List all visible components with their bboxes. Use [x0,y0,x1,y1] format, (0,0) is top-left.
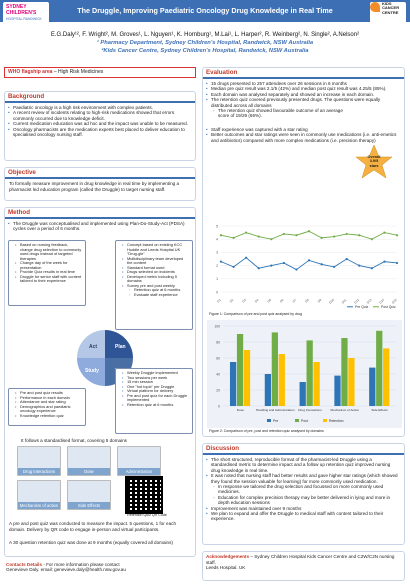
plan-box [115,240,193,330]
legend-label: Retention [329,419,344,423]
method-section [4,207,196,557]
authors: E.G.Daly¹², F. Wright², M. Groves¹, L. Nguyen¹, K. Hornburg¹, M.Lai¹, L. Harper², R. Weinberg², N. Single², A.Nelson² [50,32,360,38]
x-tick-label: Dose [236,408,245,412]
y-tick-label: 40 [216,372,220,377]
affiliation-2: ²Kids Cancer Centre, Sydney Children's Hospital, Randwick, NSW Australia [101,48,309,54]
series-line [221,231,397,239]
x-tick-label: D14 [378,297,386,305]
x-tick-label: D5 [266,297,272,304]
bar [341,338,347,406]
y-tick-label: 100 [214,324,220,329]
list-item: • Improvement was maintained over 9 months [206,506,398,511]
ack-line-2: Leeds Hospital. UK [206,565,246,570]
bar [369,368,375,406]
tile-label: Mechanism of action [19,503,59,508]
objective-heading: Objective [5,168,195,179]
discussion-list [203,455,398,484]
y-tick-label: 2 [216,263,218,268]
data-point [270,265,272,267]
bar [348,358,354,406]
kcc-line-3: CENTRE [382,9,399,15]
discussion-sub-list [203,484,398,506]
list-item: • Change day of the week for presentation [15,261,82,270]
acknowledgements-section [202,551,405,581]
bar [237,334,243,406]
list-item: • Pre and post quiz results [15,391,82,396]
y-tick-label: 4 [216,237,218,242]
bar [383,348,389,406]
list-item: • The retention quiz covered previously presented drugs. The questions were equally distributed across all domains [206,97,398,108]
logo-line-3: HOSPITAL RANDWICK [6,17,42,21]
list-item: • One "hot topic" per Druggle [122,385,189,390]
data-point [346,258,348,260]
data-point [283,262,285,264]
side-effects-image [67,480,111,510]
list-item: • Current medication education was ad hoc and the impact was unable to be measured. [8,121,195,126]
list-item: • Druggle for senior staff with content tailored to their experience [15,275,82,284]
bar-chart [207,320,402,428]
background-list [5,103,195,137]
mechanism-image [17,480,61,510]
x-tick-label: D10 [328,297,335,305]
study-label: Study [85,368,99,374]
discussion-list-2 [203,506,398,522]
list-item: • A recent review of incidents relating to high-risk medications showed that errors commonly occurred due to knowledge deficit. [8,110,195,121]
data-point [358,234,360,236]
drug-interactions-image [17,446,61,476]
list-item: • Provide Quiz results in real time [15,270,82,275]
data-point [220,261,222,263]
data-point [270,238,272,240]
list-item: • Based on nursing feedback, change drug selection to commonly used drugs instead of targeted therapies [15,243,82,261]
flagship-label: WHO flagship area [8,69,53,75]
list-item: • We plan to expand and offer the Druggle to medical staff with content tailored to their experience. [206,511,398,522]
dose-image [67,446,111,476]
bar [307,340,313,406]
method-heading: Method [5,208,195,219]
list-item: ◦ The retention quiz showed favourable outcome of an average score of 19/29 (66%). [206,108,343,119]
contact-section [6,562,198,572]
kids-cancer-centre-logo [370,2,406,24]
list-item: • Survey pre and post weekly [122,284,189,289]
act-list [12,243,82,284]
contact-line-1: - For more information please contact [42,562,120,567]
affiliation-1: ¹ Pharmacy Department, Sydney Children's Hospital, Randwick, NSW Australia [96,40,314,46]
x-tick-label: D1 [216,297,222,304]
qr-code-icon[interactable] [125,476,163,514]
x-tick-label: D13 [365,297,373,305]
evaluation-list-2 [203,119,398,143]
figure-1-caption: Figure 1: Comparison of pre and post quiz analysed by drug [209,312,302,316]
list-item: • Two sessions per week [122,376,189,381]
method-after-1: A pre and post quiz was conducted to measure the impact. 5 questions, 1 for each domain. Delivery by QR code to engage in-person and virtual participants. [9,521,177,532]
bar [300,382,306,406]
list-item: • Better outcomes and star ratings were seen in commonly use medications (i.e. anti-emetics and antibiotics) compared with more complex medications (i.e. precision therapy) [206,132,398,143]
list-item: • Knowledge retention quiz [15,414,82,419]
tile-label: Drug Interactions [18,468,60,475]
list-item: • Drugs selected on incidents [122,270,189,275]
data-point [358,265,360,267]
list-item: ◦ In response we tailored the drug selection and focussed on more commonly used medicines. [206,484,398,495]
data-point [383,232,385,234]
kcc-line-1: KIDS [382,1,392,6]
star-badge-text [355,155,393,168]
x-tick-label: D11 [340,297,348,305]
data-point [308,230,310,232]
plan-list [119,243,189,288]
legend-swatch [295,419,299,422]
x-tick-label: Handling and Administration [255,408,295,412]
x-tick-label: D3 [241,297,247,304]
act-box [8,240,86,306]
x-tick-label: Mechanism of Action [330,408,360,412]
contact-line-2[interactable]: Genevieve Daly. email: genevieve.daly@health.nsw.gov.au [6,567,126,572]
legend-label: Pre [273,419,279,423]
y-tick-label: 1 [216,277,218,282]
data-point [396,234,398,236]
list-item: ◦ Education for complex precision therapy may be better delivered in lying and more in depth education sessions [206,495,398,506]
x-tick-label: D12 [353,297,360,305]
data-point [371,267,373,269]
data-point [220,234,222,236]
objective-section [4,167,196,201]
data-point [320,263,322,265]
list-item: • Multidisciplinary team developed the content [122,257,189,266]
bar [265,374,271,406]
format-intro: It follows a standardised format, covering 5 domains [21,438,127,443]
legend-swatch [323,419,327,422]
method-list [5,219,185,232]
x-tick-label: D9 [316,297,323,304]
figure-2-caption: Figure 2: Comparison of pre, post and retention quiz analysed by domains [209,429,324,433]
list-item: • Paediatric oncology is a high risk environment with complex patients. [8,105,195,110]
discussion-heading: Discussion [203,444,404,455]
tile-label: Side Effects [68,502,110,509]
data-point [308,259,310,261]
list-item: • Standard format used [122,266,189,271]
x-tick-label: D6 [279,297,285,304]
data-point [258,235,260,237]
data-point [295,234,297,236]
y-tick-label: 5 [216,224,218,229]
list-item: • Virtual platform for delivery [122,389,189,394]
y-tick-label: 0 [216,290,218,295]
data-point [295,268,297,270]
bar [230,362,236,406]
list-item: • Oncology pharmacists are the medication experts best placed to deliver education to specialised oncology nursing staff. [8,127,195,138]
bar [244,350,250,406]
act-label: Act [89,344,98,350]
data-point [383,261,385,263]
list-item: • Each domain was analysed separately and showed an increase in each domain. [206,92,398,97]
list-item: • Weekly Druggle implemented [122,371,189,376]
x-tick-label: D4 [253,297,260,304]
bar [334,376,340,406]
data-point [283,233,285,235]
flagship-area [4,67,196,78]
data-point [333,235,335,237]
list-item: • Median pre quiz result was 2.1/5 (42%) and median post quiz result was 4.25/5 (85%). [206,86,398,91]
evaluation-section [202,67,405,437]
kcc-line-2: CANCER [382,5,400,11]
background-heading: Background [5,92,195,103]
flagship-value: – High Risk Medicines [52,69,104,75]
method-after-2: A 30 question retention quiz was done at 9 months (equally covered all domains) [9,540,173,545]
data-point [371,238,373,240]
poster-title: The Druggle, Improving Paediatric Oncology Drug Knowledge in Real Time [77,6,333,15]
ack-text: – Sydney Children Hospital Kids Cancer Centre and C2W/C2N nursing staff. [206,554,395,565]
legend-swatch [267,419,271,422]
badge-line-3: stars [369,163,379,168]
data-point [245,257,247,259]
logo-line-1: SYDNEY [6,4,27,10]
x-tick-label: D15 [390,297,398,305]
x-tick-label: D8 [304,297,310,304]
y-tick-label: 0 [218,404,220,409]
list-item: • The Druggle was conceptualised and implemented using Plan-Do-Study-Act (PDSA) cycles over a period of 6 months. [8,221,185,232]
data-point [333,266,335,268]
data-point [346,233,348,235]
list-item: • Staff experience was captured with a star rating [206,127,398,132]
data-point [232,266,234,268]
ack-heading: Acknowledgements [206,554,250,559]
x-tick-label: Side Effects [371,408,388,412]
legend-label: Post Quiz [381,305,396,309]
discussion-section [202,443,405,545]
kcc-logo-text [382,2,399,15]
legend-label: Post [301,419,308,423]
do-list [119,371,189,407]
data-point [232,237,234,239]
objective-text: To formally measure improvement in drug knowledge in real time by implementing a pharmacist led education program (called the Druggle) to target nursing staff. [9,181,180,192]
evaluation-heading: Evaluation [203,68,404,79]
evaluation-list [203,79,398,108]
bar [279,354,285,406]
list-item: • Performance in each domain [15,396,82,401]
y-tick-label: 3 [216,250,218,255]
list-item: ◦ Retention quiz at 6 months [122,288,189,293]
tile-label: Administration [118,468,160,475]
x-tick-label: Drug Interactions [298,408,322,412]
evaluation-sub-list [203,108,343,119]
list-item: • The short structured, reproducible format of the pharmacist-led Druggle using a standardised metric to determine impact and a follow up retention quiz improved nursing drug knowledge in real time. [206,457,398,473]
administration-image [117,446,161,476]
hospital-logo [3,2,49,24]
list-item: • 15 min session [122,380,189,385]
y-tick-label: 20 [216,388,220,393]
badge-line-1: Overall [367,155,381,159]
study-box [8,388,86,426]
data-point [245,232,247,234]
list-item: • Pre and post quiz for each Druggle implemented [122,394,189,403]
plan-sub-list [119,288,189,297]
badge-line-2: 3.9/5 [369,159,379,164]
line-chart [207,220,402,312]
study-list [12,391,82,418]
bar [376,331,382,406]
data-point [396,262,398,264]
list-item: • Retention quiz at 6 months [122,403,189,408]
legend-label: Pre Quiz [355,305,369,309]
x-tick-label: D7 [291,297,298,304]
background-section [4,91,196,161]
tile-label: Dose [68,468,110,475]
list-item: • Demographics and paediatric oncology experience [15,405,82,414]
y-tick-label: 80 [216,340,220,345]
bar [272,332,278,406]
data-point [258,267,260,269]
bar [313,362,319,406]
list-item: • 15 drugs presented to 257 attendees over 26 sessions in 6 months [206,81,398,86]
list-item: • Attendance and star rating [15,400,82,405]
list-item: • Concept based on existing KCC Huddle and Leeds Hospital UK "Drug-gle" [122,243,189,257]
qr-caption: Retention Quiz QR Code [127,513,167,517]
contact-heading: Contacts Details [6,562,42,567]
header-bar [0,0,410,22]
do-box [115,368,193,434]
logo-line-2: CHILDREN'S [6,10,37,16]
plan-label: Plan [115,344,126,350]
data-point [320,237,322,239]
y-tick-label: 60 [216,356,220,361]
list-item: ◦ Evaluate staff experience [122,293,189,298]
list-item: • It was noted that nursing staff had better results and gave higher star ratings (which showed they found the session valuable for learning) for more commonly used medication. [206,473,398,484]
kcc-logo-icon [370,2,380,12]
x-tick-label: D2 [228,297,235,304]
list-item: • Developed metric including 5 domains [122,275,189,284]
